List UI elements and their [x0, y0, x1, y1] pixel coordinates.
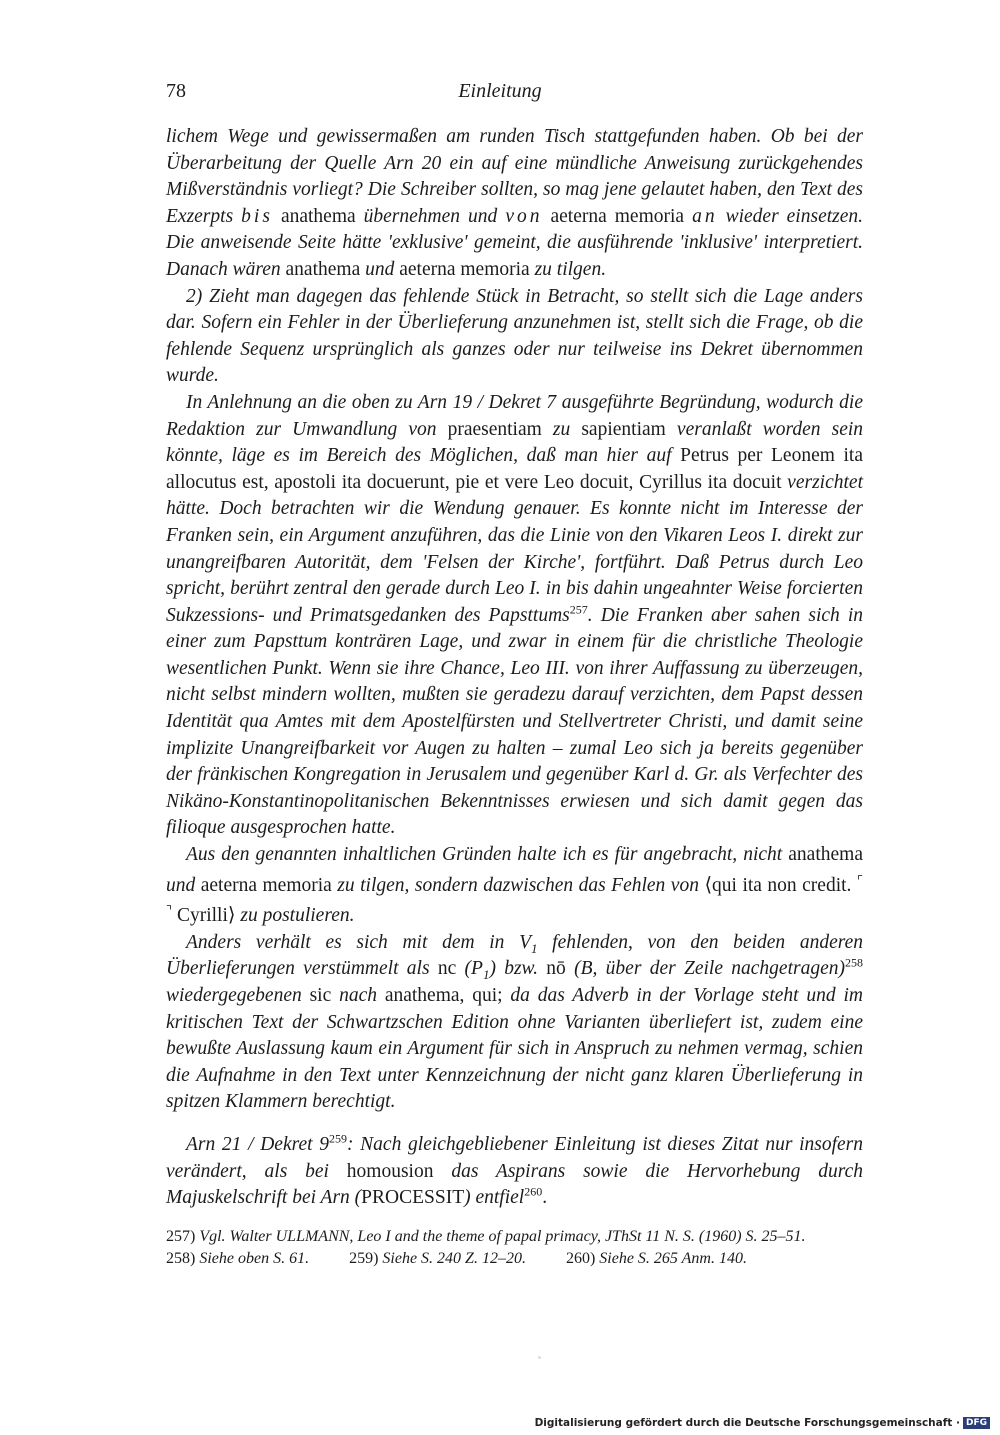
footnote-ref-260: 260	[524, 1184, 543, 1199]
text-run: homousion	[346, 1160, 434, 1182]
text-run: da das Adverb in der Vorlage steht und im kritischen Text der Schwartzschen Edition ohne Varianten überliefert ist, zudem eine bewußte Auslassung kaum ein Argument für sich in Anspruch zu nehmen vermag, schien die Aufnahme in den Text unter Kennzeichnung der nicht ganz klaren Überlieferung in spitzen Klammern berechtigt.	[166, 985, 863, 1113]
text-run: aeterna memoria	[200, 874, 332, 896]
text-run: nach	[331, 985, 385, 1006]
footnote-ref-258: 258	[844, 955, 863, 970]
digitization-credit	[535, 1417, 990, 1429]
footnote-257	[166, 1226, 866, 1248]
dfg-logo-icon: DFG	[963, 1417, 990, 1429]
text-run: und	[360, 258, 400, 280]
text-run: : Nach gleichgebliebener Einleitung ist dieses Zitat nur insofern verändert, als bei	[166, 1133, 864, 1182]
text-run: (B, über der Zeile nachgetragen)	[565, 958, 845, 980]
text-run: sapientiam	[581, 418, 666, 440]
text-run: 1	[531, 940, 538, 956]
text-run: PROCESSIT	[361, 1187, 465, 1209]
text-run: fehlenden, von den beiden anderen Überlieferungen verstümmelt als	[166, 931, 864, 980]
text-run: von	[505, 205, 543, 227]
paragraph-6	[166, 1132, 863, 1212]
text-run: (P	[456, 958, 483, 980]
footnote-number: 259)	[349, 1250, 379, 1267]
text-run: Anders verhält es sich mit dem in V	[186, 931, 531, 953]
text-run: aeterna memoria	[542, 205, 693, 227]
paragraph-1	[166, 124, 863, 284]
text-run: übernehmen und	[363, 205, 506, 227]
text-run: praesentiam	[447, 418, 542, 440]
text-run: ) bzw.	[489, 958, 547, 980]
paragraph-4	[166, 842, 863, 930]
text-run: veranlaßt worden sein könnte, läge es im Bereich des Möglichen, daß man hier auf	[166, 418, 864, 467]
footnote-number: 258)	[166, 1250, 196, 1267]
footnote-259: Siehe S. 240 Z. 12–20.	[382, 1250, 526, 1267]
page-number: 78	[166, 80, 186, 102]
text-run: Petrus per Leonem ita allocutus est, apostoli ita docuerunt, pie et vere Leo docuit, Cyrillus ita docuit	[166, 445, 863, 493]
footnote-number: 257)	[166, 1228, 196, 1245]
text-run: aeterna memoria	[399, 258, 530, 280]
text-run: verzichtet hätte. Doch betrachten wir die Wendung genauer. Es konnte nicht im Interesse der Franken sein, ein Argument anzuführen, das die Linie von den Vikaren Leos I. direkt zur unangreifbaren Autorität, dem 'Felsen der Kirche', fortführt. Daß Petrus durch Leo spricht, berührt zentral den gerade durch Leo I. in bis dahin ungeahnter Weise forcierten Sukzessions- und Primatsgedanken des Papsttums	[166, 471, 863, 626]
text-run: zu tilgen.	[529, 258, 607, 280]
running-head: Einleitung	[458, 80, 542, 102]
footnote-ref-259: 259	[329, 1131, 347, 1146]
text-run: nō	[546, 958, 566, 980]
credit-text: Digitalisierung gefördert durch die Deutsche Forschungsgemeinschaft ·	[534, 1417, 960, 1429]
text-run: anathema, qui;	[384, 985, 503, 1006]
text-run: ) entfiel	[464, 1187, 525, 1209]
text-run: bis	[241, 205, 273, 227]
text-run: das Aspirans sowie die Hervorhebung durch Majuskelschrift bei Arn (	[166, 1160, 864, 1209]
text-run: sic	[309, 985, 332, 1006]
footnotes	[166, 1226, 866, 1270]
scan-speck	[538, 1356, 541, 1359]
text-run: . Die Franken aber sahen sich in einer zum Papsttum konträren Lage, und zwar in einem für die christliche Theologie wesentlichen Punkt. Wenn sie ihre Chance, Leo III. von ihrer Auffassung zu überzeugen, nicht selbst mindern wollten, mußten sie geradezu darauf verzichten, dem Papst dessen Identität qua Amtes mit dem Apostelfürsten und Stellvertreter Christi, und damit seine implizite Unangreifbarkeit vor Augen zu halten – zumal Leo sich ja bereits gegenüber der fränkischen Kongregation in Jerusalem und gegenüber Karl d. Gr. als Verfechter des Nikäno-Konstantinopolitanischen Bekenntnisses erwiesen und sich damit gegen das filioque ausgesprochen hatte.	[166, 604, 863, 839]
text-run: ⟨qui ita non credit.	[704, 874, 852, 896]
text-run: und	[166, 874, 201, 896]
text-run: In Anlehnung an die oben zu Arn 19 / Dekret 7 ausgeführte Begründung, wodurch die Redaktion zur Umwandlung von	[166, 391, 863, 440]
text-run: 1	[482, 967, 490, 983]
text-run: anathema	[788, 844, 863, 866]
text-run: wieder einsetzen. Die anweisende Seite hätte 'exklusive' gemeint, die ausführende 'inklusive' interpretiert. Danach wären	[166, 205, 864, 280]
text-run: Cyrilli⟩	[172, 905, 236, 927]
text-run: lichem Wege und gewissermaßen am runden Tisch stattgefunden haben. Ob bei der Überarbeitung der Quelle Arn 20 ein auf eine mündliche Anweisung zurückgehendes Mißverständnis vorliegt? Die Schreiber sollten, so mag jene gelautet haben, den Text des Exzerpts	[166, 126, 863, 227]
paragraph-3	[166, 390, 863, 842]
text-run: zu postulieren.	[235, 905, 355, 927]
footnote-text: Vgl. Walter ULLMANN, Leo I and the theme of papal primacy, JThSt 11 N. S. (1960) S. 25–51.	[199, 1228, 806, 1245]
text-run: .	[542, 1187, 548, 1209]
text-run: Aus den genannten inhaltlichen Gründen halte ich es für angebracht, nicht	[186, 844, 789, 866]
text-run: an	[692, 205, 718, 227]
footnote-260: Siehe S. 265 Anm. 140.	[599, 1250, 747, 1267]
body-text	[166, 124, 863, 1212]
text-run: anathema	[272, 205, 364, 227]
text-run: Arn 21 / Dekret 9	[186, 1133, 329, 1155]
text-run: wiedergegebenen	[166, 985, 310, 1006]
footnote-258: Siehe oben S. 61.	[199, 1250, 310, 1267]
paragraph-5	[166, 930, 863, 1116]
text-run: zu	[541, 418, 582, 440]
text-run: zu tilgen, sondern dazwischen das Fehlen von	[331, 874, 705, 896]
lacuna-bracket-marks: ⌜ ⌝	[166, 873, 863, 920]
footnote-number: 260)	[565, 1250, 596, 1267]
paragraph-2: 2) Zieht man dagegen das fehlende Stück in Betracht, so stellt sich die Lage anders dar. Sofern ein Fehler in der Überlieferung anzunehmen ist, stellt sich die Frage, ob die fehlende Sequenz ursprünglich als ganzes oder nur teilweise ins Dekret übernommen wurde.	[166, 285, 863, 387]
text-run: anathema	[285, 258, 361, 280]
footnote-row	[166, 1248, 866, 1270]
text-run: nc	[437, 958, 457, 980]
footnote-ref-257: 257	[569, 602, 588, 617]
